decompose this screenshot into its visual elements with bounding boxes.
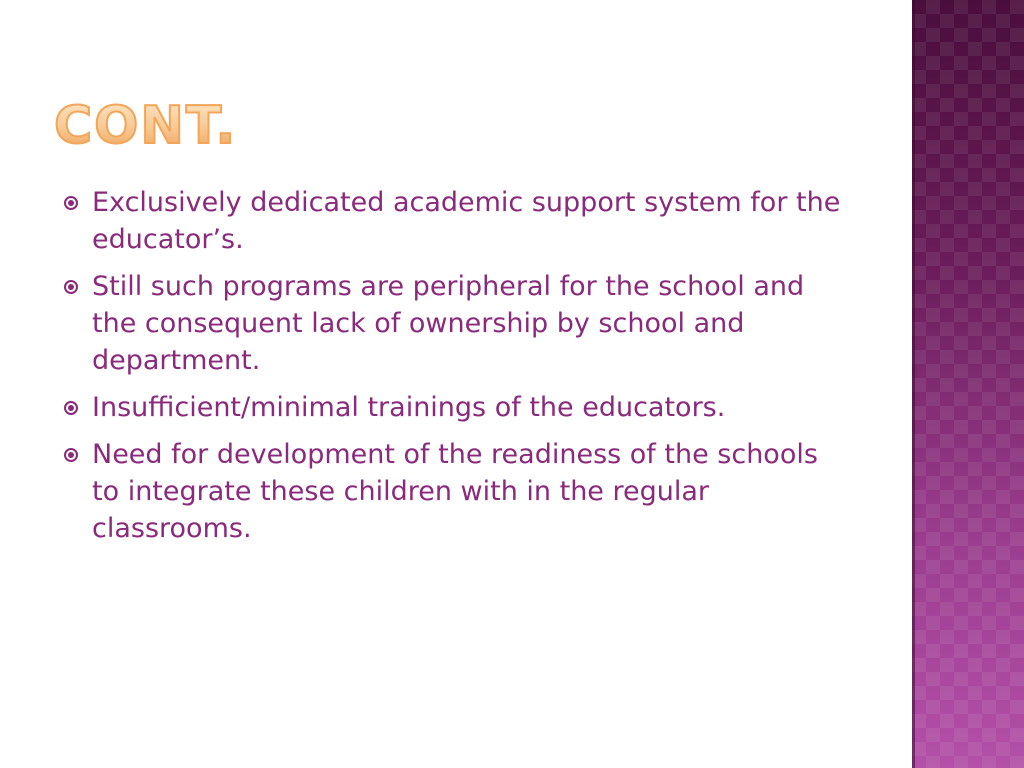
bullet-text: Exclusively dedicated academic support system for the educator’s.: [92, 187, 841, 255]
bullet-item: [62, 389, 852, 426]
bullet-text: Insufficient/minimal trainings of the educators.: [92, 392, 726, 423]
bullet-list: [62, 184, 852, 557]
circled-dot-bullet-icon: [62, 184, 92, 221]
circled-dot-bullet-icon: [62, 268, 92, 305]
bullet-text: Still such programs are peripheral for the school and the consequent lack of ownership by school and department.: [92, 271, 805, 376]
bullet-item: [62, 436, 852, 547]
circled-dot-bullet-icon: [62, 436, 92, 473]
bullet-item: [62, 268, 852, 379]
circled-dot-bullet-icon: [62, 389, 92, 426]
bullet-text: Need for development of the readiness of the schools to integrate these children with in the regular classrooms.: [92, 439, 818, 544]
decorative-side-band: [912, 0, 1024, 768]
bullet-item: [62, 184, 852, 258]
slide-title: CONT.: [54, 96, 238, 156]
